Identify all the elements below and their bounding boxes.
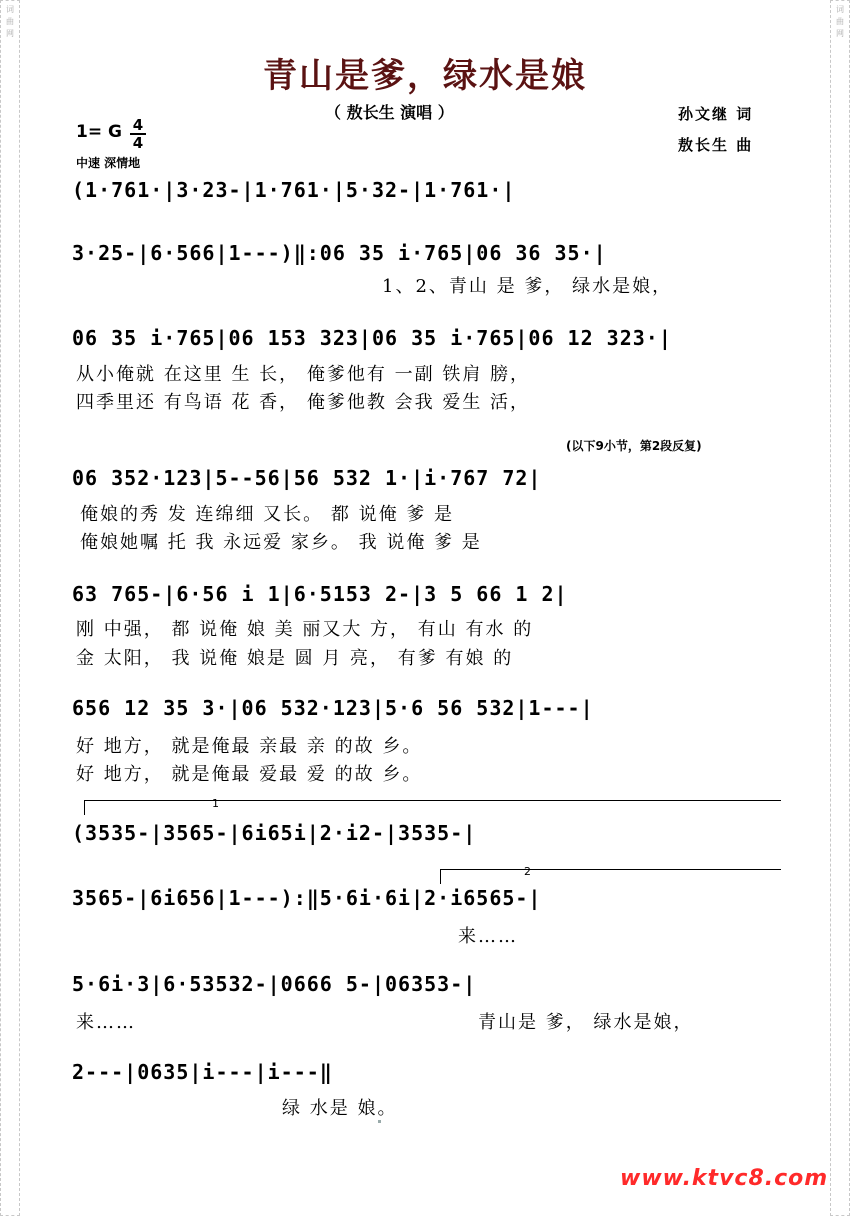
composer-credit: 敖长生 曲 <box>678 136 754 154</box>
lyric-line-3: 四季里还 有鸟语 花 香， 俺爹他教 会我 爱生 活， <box>76 392 531 413</box>
staff-line-7: (3535-|3565-|6i65i|2·i2-|3535-| <box>72 821 477 845</box>
time-signature: 4 4 <box>130 118 146 150</box>
right-border-watermark: 词 曲 网 <box>830 0 850 1216</box>
staff-line-2: 3·25-|6·566|1---)‖:06 35 i·765|06 36 35·| <box>72 241 607 265</box>
staff-line-1: (1·761·|3·23-|1·761·|5·32-|1·761·| <box>72 178 516 202</box>
lyric-line-2: 从小俺就 在这里 生 长， 俺爹他有 一副 铁肩 膀， <box>76 364 531 385</box>
lyric-line-4: 俺娘的秀 发 连绵细 又长。 都 说俺 爹 是 <box>80 504 455 525</box>
lyric-line-13: 绿 水是 娘。 <box>282 1098 398 1119</box>
song-title: 青山是爹，绿水是娘 <box>263 56 587 96</box>
lyric-line-9: 好 地方， 就是俺最 爱最 爱 的故 乡。 <box>76 764 423 785</box>
volta-1-bracket <box>84 800 781 815</box>
lyric-line-5: 俺娘她嘱 托 我 永远爱 家乡。 我 说俺 爹 是 <box>80 532 482 553</box>
site-watermark: www.ktvc8.com <box>620 1166 829 1191</box>
lyric-line-8: 好 地方， 就是俺最 亲最 亲 的故 乡。 <box>76 736 423 757</box>
lyricist-credit: 孙文继 词 <box>678 105 754 123</box>
staff-line-9: 5·6i·3|6·53532-|0666 5-|06353-| <box>72 972 477 996</box>
stray-mark <box>378 1120 381 1123</box>
staff-line-4: 06 352·123|5--56|56 532 1·|i·767 72| <box>72 466 542 490</box>
volta-1-label: 1 <box>212 797 219 810</box>
repeat-note: (以下9小节，第2段反复) <box>566 439 702 453</box>
lyric-line-12: 青山是 爹， 绿水是娘， <box>478 1012 694 1033</box>
volta-2-bracket <box>440 869 781 884</box>
lyric-line-11: 来…… <box>76 1012 136 1033</box>
lyric-line-10: 来…… <box>458 926 518 947</box>
lyric-line-6: 刚 中强， 都 说俺 娘 美 丽又大 方， 有山 有水 的 <box>76 619 534 640</box>
volta-2-label: 2 <box>524 865 531 878</box>
singer-credit: （ 敖长生 演唱 ） <box>325 103 454 122</box>
lyric-line-1: 1、2、青山 是 爹， 绿水是娘， <box>382 276 673 297</box>
lyric-line-7: 金 太阳， 我 说俺 娘是 圆 月 亮， 有爹 有娘 的 <box>76 648 514 669</box>
staff-line-5: 63 765-|6·56 i 1|6·5153 2-|3 5 66 1 2| <box>72 582 568 606</box>
staff-line-6: 656 12 35 3·|06 532·123|5·6 56 532|1---| <box>72 696 594 720</box>
staff-line-8: 3565-|6i656|1---):‖5·6i·6i|2·i6565-| <box>72 886 542 910</box>
key-signature: 1= G <box>76 122 122 142</box>
staff-line-10: 2---|0635|i---|i---‖ <box>72 1060 333 1084</box>
staff-line-3: 06 35 i·765|06 153 323|06 35 i·765|06 12 323·| <box>72 326 672 350</box>
tempo-marking: 中速 深情地 <box>76 156 141 170</box>
left-border-watermark: 词 曲 网 <box>0 0 20 1216</box>
